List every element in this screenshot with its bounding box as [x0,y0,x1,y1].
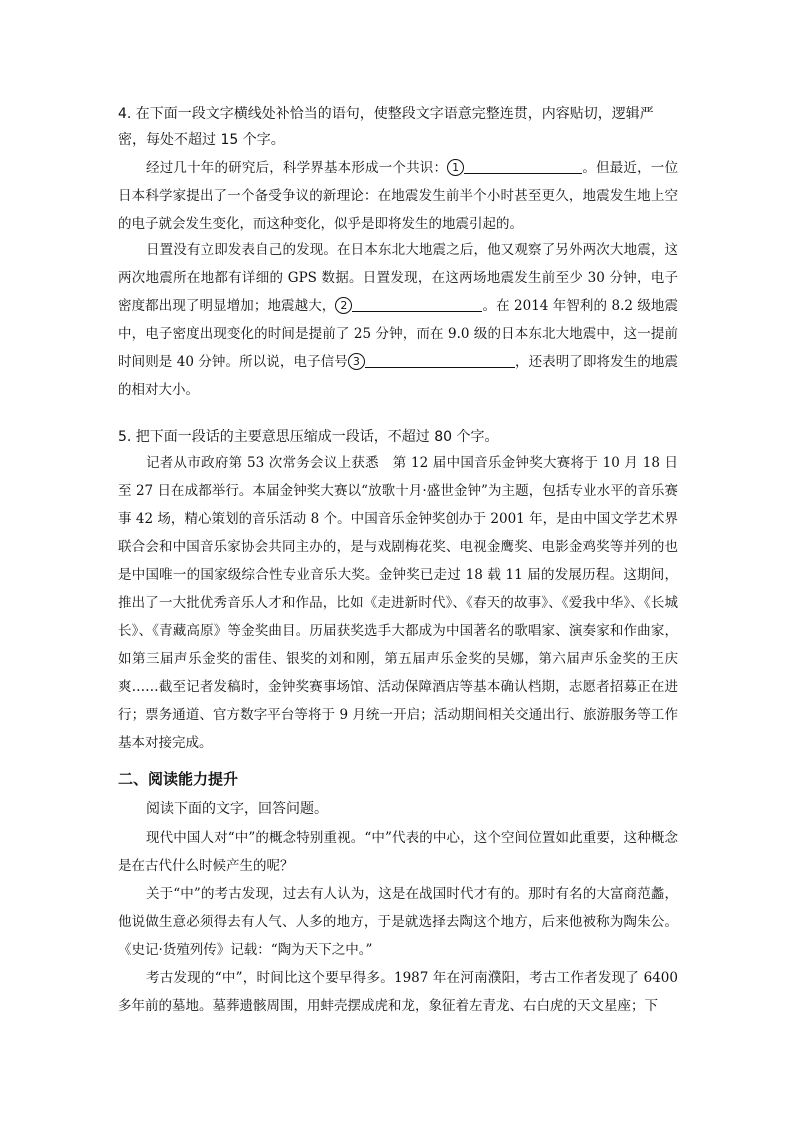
blank-marker-2: 2 [335,297,352,314]
paragraph-text: 经过几十年的研究后，科学界基本形成一个共识： [146,160,448,176]
answer-blank-3[interactable] [365,351,515,368]
question-5-paragraph: 记者从市政府第 53 次常务会议上获悉 第 12 届中国音乐金钟奖大赛将于 10 月 18 日至 27 日在成都举行。本届金钟奖大赛以“放歌十月·盛世金钟”为主题，包括专业水平的音乐赛事 42 场，精心策划的音乐活动 8 个。中国音乐金钟奖创办于 2001 年，是由中国文学艺术界联合会和中国音乐家协会共同主办的，是与戏剧梅花奖、电视金鹰奖、电影金鸡奖等并列的也是中国唯一的国家级综合性专业音乐大奖。金钟奖已走过 18 载 11 届的发展历程。这期间，推出了一大批优秀音乐人才和作品，比如《走进新时代》、《春天的故事》、《爱我中华》、《长城长》、《青藏高原》等金奖曲目。历届获奖选手大都成为中国著名的歌唱家、演奏家和作曲家，如第三届声乐金奖的雷佳、银奖的刘和刚，第五届声乐金奖的吴娜，第六届声乐金奖的王庆爽……截至记者发稿时，金钟奖赛事场馆、活动保障酒店等基本确认档期，志愿者招募正在进行；票务通道、官方数字平台等将于 9 月统一开启；活动期间相关交通出行、旅游服务等工作基本对接完成。 [118,455,678,751]
question-4-paragraph-2 [118,236,678,404]
reading-paragraph-1: 现代中国人对“中”的概念特别重视。“中”代表的中心，这个空间位置如此重要，这种概念是在古代什么时候产生的呢？ [118,830,678,874]
blank-marker-1: 1 [447,159,464,176]
paragraph-text: 。但最近，一位日本科学家提出了一个备受争议的新理论：在地震发生前半个小时甚至更久，地震发生地上空的电子就会发生变化，而这种变化，似乎是即将发生的地震引起的。 [118,160,678,232]
paragraph-text: 日置没有立即发表自己的发现。在日本东北大地震之后，他又观察了另外两次大地震，这两次地震所在地都有详细的 GPS 数据。日置发现，在这两场地震发生前至少 30 分钟，电子密度都出现了明显增加；地震越大， [118,242,678,314]
reading-paragraph-3: 考古发现的“中”，时间比这个要早得多。1987 年在河南濮阳，考古工作者发现了 6400 多年前的墓地。墓葬遗骸周围，用蚌壳摆成虎和龙，象征着左青龙、右白虎的天文星座；下 [118,970,678,1014]
blank-marker-3: 3 [348,353,365,370]
answer-blank-2[interactable] [352,295,482,312]
paragraph-text: 。在 2014 年智利的 8.2 级地震中，电子密度出现变化的时间是提前了 25 分钟，而在 9.0 级的日本东北大地震中，这一提前时间则是 40 分钟。所以说，电子信号 [118,298,679,370]
reading-paragraph-2: 关于“中”的考古发现，过去有人认为，这是在战国时代才有的。那时有名的大富商范蠡，他说做生意必须得去有人气、人多的地方，于是就选择去陶这个地方，后来他被称为陶朱公。《史记·货殖列传》记载：“陶为天下之中。” [118,886,678,958]
section-title: 二、阅读能力提升 [118,770,239,788]
question-4-prompt: 4. 在下面一段文字横线处补恰当的语句，使整段文字语意完整连贯，内容贴切，逻辑严密，每处不超过 15 个字。 [118,106,654,148]
answer-blank-1[interactable] [464,157,582,174]
question-4-paragraph-1 [118,154,678,238]
paragraph-text: ，还表明了即将发生的地震的相对大小。 [118,354,679,398]
reading-instruction: 阅读下面的文字，回答问题。 [146,801,328,817]
question-5-prompt: 5. 把下面一段话的主要意思压缩成一段话，不超过 80 个字。 [118,429,499,445]
